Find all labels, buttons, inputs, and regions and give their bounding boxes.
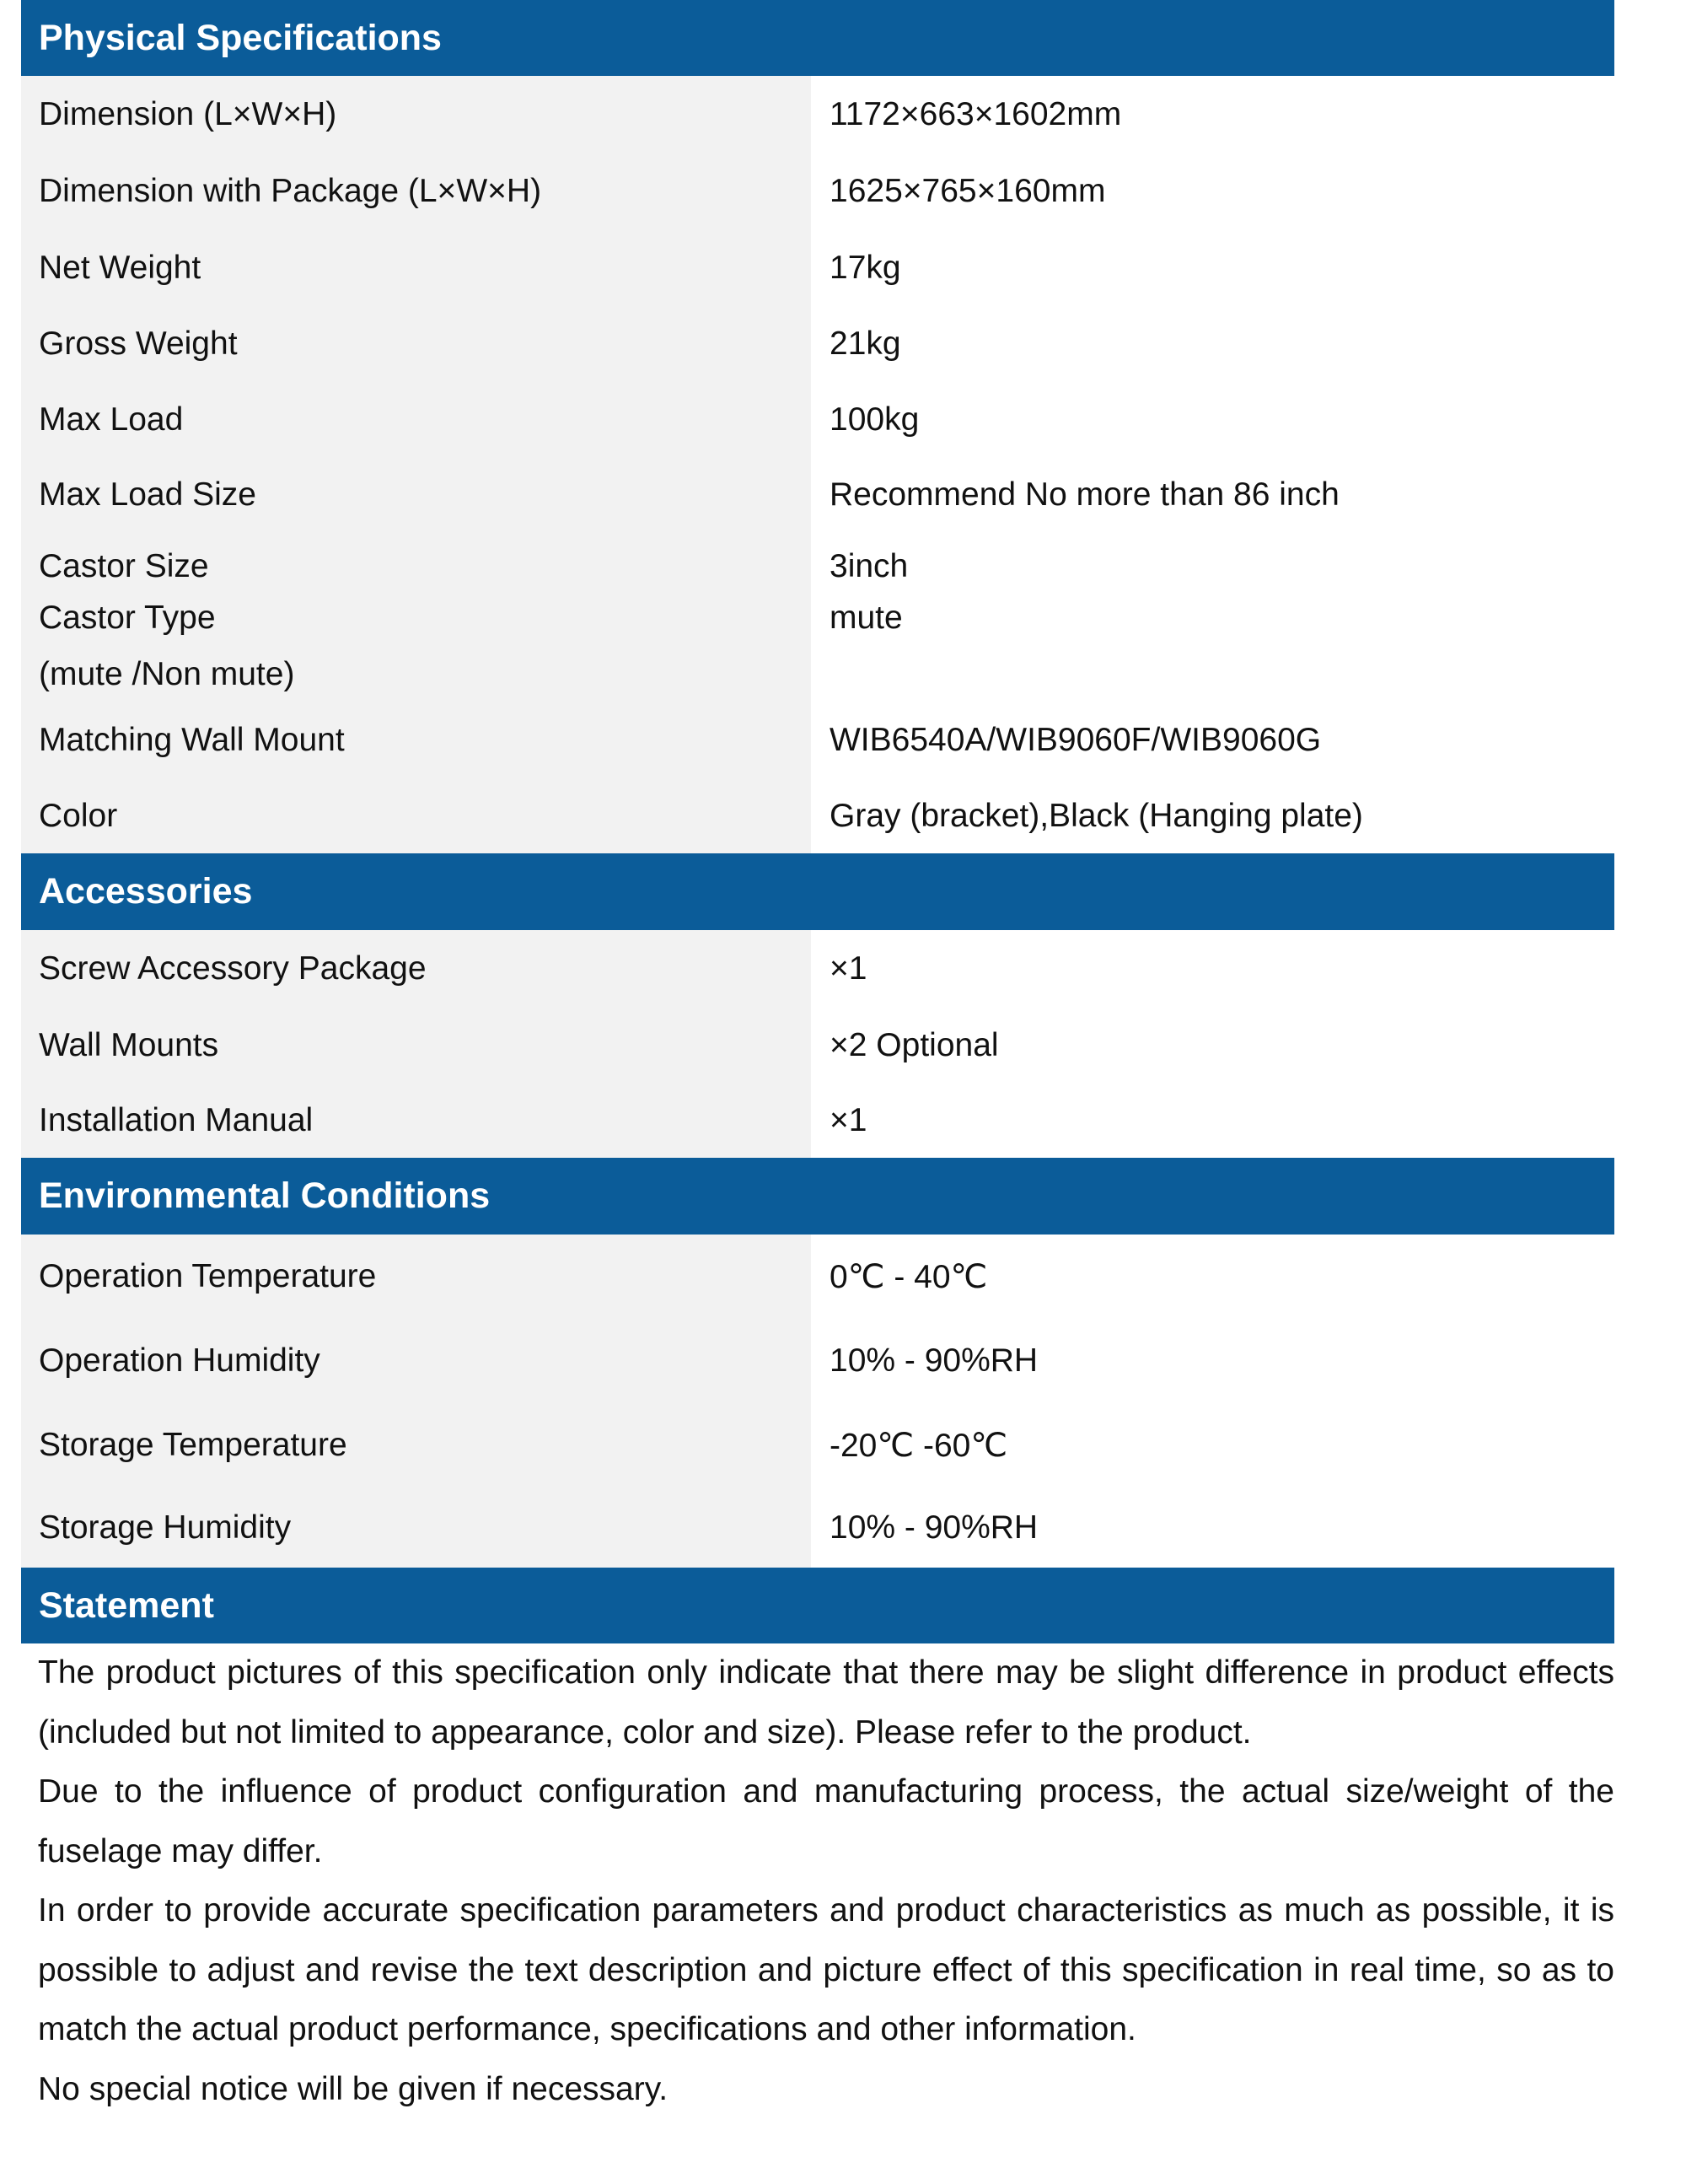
spec-label: Max Load: [21, 382, 811, 457]
statement-paragraph: The product pictures of this specification only indicate that there may be slight difference in product effects (included but not limited to appearance, color and size). Please refer to the product.: [38, 1654, 1614, 1751]
spec-label: Castor Type: [39, 600, 216, 636]
spec-row-net-weight: [21, 229, 1614, 306]
section-header-physical: Physical Specifications: [21, 0, 1614, 76]
spec-label: Gross Weight: [21, 306, 811, 382]
spec-label: Dimension with Package (L×W×H): [21, 153, 811, 229]
spec-value: 10% - 90%RH: [811, 1487, 1614, 1568]
spec-row-color: [21, 779, 1614, 853]
spec-row-max-load: [21, 382, 1614, 457]
spec-row-castor-type: [21, 589, 1614, 702]
env-row-storage-humidity: [21, 1487, 1614, 1568]
statement-paragraph: No special notice will be given if necessary.: [38, 2070, 668, 2107]
spec-label-group: [21, 589, 811, 702]
statement-paragraph: In order to provide accurate specification parameters and product characteristics as much as possible, it is possible to adjust and revise the text description and picture effect of this specification in real time, so as to match the actual product performance, specifications and other information.: [38, 1892, 1614, 2047]
spec-row-wall-mount: [21, 702, 1614, 779]
spec-value: 100kg: [811, 382, 1614, 457]
accessory-row-wall-mounts: [21, 1007, 1614, 1084]
spec-label: Castor Size: [21, 533, 811, 589]
spec-row-dimension: [21, 76, 1614, 153]
accessory-row-screw: [21, 930, 1614, 1007]
spec-value: Gray (bracket),Black (Hanging plate): [811, 779, 1614, 853]
spec-row-dimension-package: [21, 153, 1614, 229]
section-header-environment: Environmental Conditions: [21, 1158, 1614, 1235]
spec-label: Screw Accessory Package: [21, 930, 811, 1007]
spec-value: ×1: [811, 930, 1614, 1007]
env-row-op-humidity: [21, 1319, 1614, 1403]
spec-label-note: (mute /Non mute): [39, 656, 295, 692]
spec-label: Color: [21, 779, 811, 853]
spec-value: ×1: [811, 1084, 1614, 1158]
spec-value: mute: [811, 589, 1614, 702]
spec-label: Wall Mounts: [21, 1007, 811, 1084]
spec-label: Installation Manual: [21, 1084, 811, 1158]
spec-value: 1172×663×1602mm: [811, 76, 1614, 153]
spec-sheet: [21, 0, 1614, 2119]
spec-value: 3inch: [811, 533, 1614, 589]
spec-label: Operation Humidity: [21, 1319, 811, 1403]
spec-value: 21kg: [811, 306, 1614, 382]
spec-label: Net Weight: [21, 229, 811, 306]
spec-label: Storage Humidity: [21, 1487, 811, 1568]
spec-row-castor-size: [21, 533, 1614, 589]
spec-label: Max Load Size: [21, 457, 811, 533]
section-header-statement: Statement: [21, 1568, 1614, 1643]
spec-value: ×2 Optional: [811, 1007, 1614, 1084]
spec-row-max-load-size: [21, 457, 1614, 533]
spec-value: WIB6540A/WIB9060F/WIB9060G: [811, 702, 1614, 779]
spec-value: -20℃ -60℃: [811, 1403, 1614, 1487]
spec-row-gross-weight: [21, 306, 1614, 382]
spec-label: Operation Temperature: [21, 1235, 811, 1319]
spec-value: 10% - 90%RH: [811, 1319, 1614, 1403]
spec-label: Dimension (L×W×H): [21, 76, 811, 153]
spec-value: 0℃ - 40℃: [811, 1235, 1614, 1319]
env-row-op-temp: [21, 1235, 1614, 1319]
spec-label: Storage Temperature: [21, 1403, 811, 1487]
spec-value: 1625×765×160mm: [811, 153, 1614, 229]
env-row-storage-temp: [21, 1403, 1614, 1487]
spec-label: Matching Wall Mount: [21, 702, 811, 779]
spec-value: Recommend No more than 86 inch: [811, 457, 1614, 533]
spec-value: 17kg: [811, 229, 1614, 306]
statement-paragraph: Due to the influence of product configuration and manufacturing process, the actual size/weight of the fuselage may differ.: [38, 1773, 1614, 1869]
accessory-row-manual: [21, 1084, 1614, 1158]
statement-body: [21, 1643, 1614, 2119]
section-header-accessories: Accessories: [21, 853, 1614, 930]
